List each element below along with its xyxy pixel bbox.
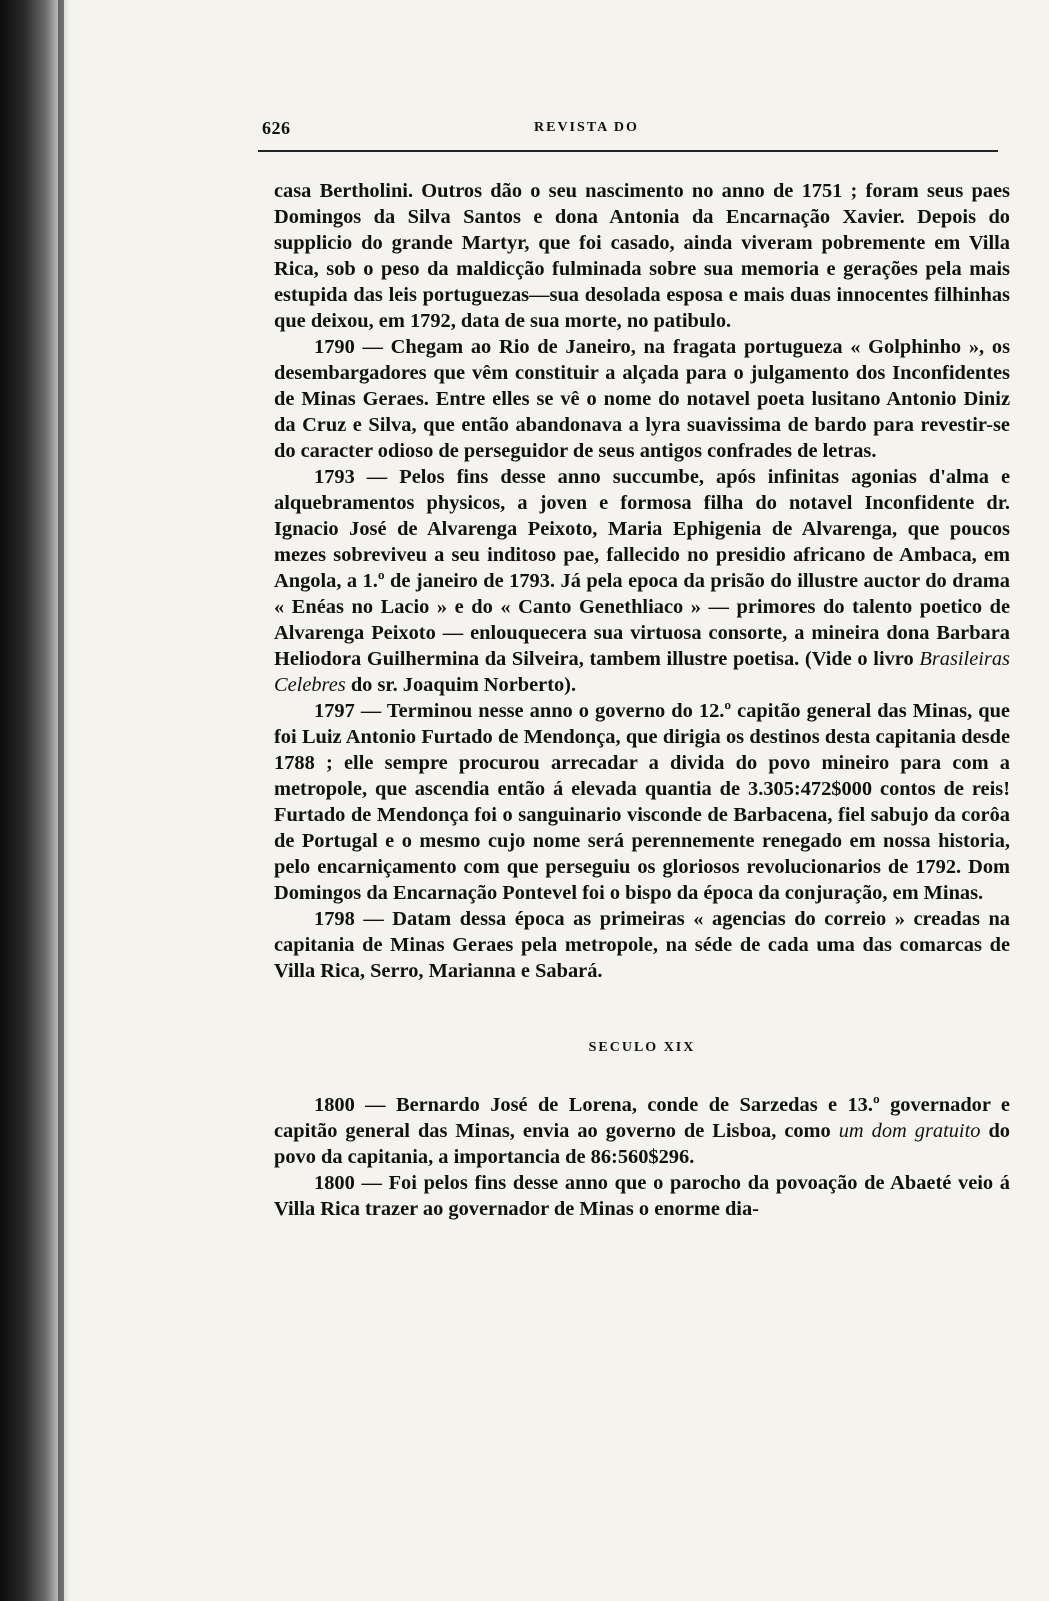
entry-text: — Bernardo José de Lorena, conde de Sarzedas e 13.º governador e capitão general das Minas, envia ao governo de Lisboa, como	[274, 1094, 1010, 1142]
entry-year: 1797	[314, 700, 355, 722]
book-page	[262, 118, 1010, 1222]
entry-year: 1793	[314, 466, 355, 488]
italic-phrase: um dom gratuito	[838, 1120, 981, 1142]
entry-1793	[274, 464, 1010, 698]
entry-1798	[274, 906, 1010, 984]
paragraph-continuation	[274, 178, 1010, 334]
entry-text: — Chegam ao Rio de Janeiro, na fragata portugueza « Golphinho », os desembargadores que vêm constituir a alçada para o julgamento dos Inconfidentes de Minas Geraes. Entre elles se vê o nome do notavel poeta lusitano Antonio Diniz da Cruz e Silva, que então abandonava a lyra suavissima de bardo para revestir-se do caracter odioso de perseguidor de seus antigos confrades de letras.	[274, 336, 1010, 462]
entry-1800-b	[274, 1170, 1010, 1222]
running-head	[262, 118, 1010, 144]
entry-year: 1800	[314, 1094, 355, 1116]
running-title: REVISTA DO	[534, 120, 639, 135]
entry-1800-a	[274, 1092, 1010, 1170]
entry-1797	[274, 698, 1010, 906]
header-rule	[258, 150, 998, 152]
entry-text: — Terminou nesse anno o governo do 12.º capitão general das Minas, que foi Luiz Antonio Furtado de Mendonça, que dirigia os destinos desta capitania desde 1788 ; elle sempre procurou arrecadar a divida do povo mineiro para com a metropole, que ascendia então á elevada quantia de 3.305:472$000 contos de reis! Furtado de Mendonça foi o sanguinario visconde de Barbacena, fiel sabujo da corôa de Portugal e o mesmo cujo nome será perennemente renegado em nossa historia, pelo encarniçamento com que perseguiu os gloriosos revolucionarios de 1792. Dom Domingos da Encarnação Pontevel foi o bispo da época da conjuração, em Minas.	[274, 700, 1010, 904]
entry-text: — Foi pelos fins desse anno que o parocho da povoação de Abaeté veio á Villa Rica trazer ao governador de Minas o enorme dia-	[274, 1172, 1010, 1220]
paragraph-text: casa Bertholini. Outros dão o seu nascimento no anno de 1751 ; foram seus paes Domingos da Silva Santos e dona Antonia da Encarnação Xavier. Depois do supplicio do grande Martyr, que foi casado, ainda viveram pobremente em Villa Rica, sob o peso da maldicção fulminada sobre sua memoria e gerações pela mais estupida das leis portuguezas—sua desolada esposa e mais duas innocentes filhinhas que deixou, em 1792, data de sua morte, no patibulo.	[274, 180, 1010, 332]
entry-year: 1800	[314, 1172, 355, 1194]
entry-text-end: do sr. Joaquim Norberto).	[345, 674, 577, 696]
book-title-italic: Brasileiras Celebres	[274, 648, 1010, 696]
binding-streak	[58, 0, 64, 1601]
entry-text: — Datam dessa época as primeiras « agencias do correio » creadas na capitania de Minas Geraes pela metropole, na séde de cada uma das comarcas de Villa Rica, Serro, Marianna e Sabará.	[274, 908, 1010, 982]
page-number: 626	[262, 118, 291, 138]
entry-year: 1798	[314, 908, 355, 930]
entry-text-end: do povo da capitania, a importancia de 86:560$296.	[274, 1120, 1010, 1168]
entry-text: — Pelos fins desse anno succumbe, após infinitas agonias d'alma e alquebramentos physicos, a joven e formosa filha do notavel Inconfidente dr. Ignacio José de Alvarenga Peixoto, Maria Ephigenia de Alvarenga, que poucos mezes sobreviveu a seu inditoso pae, fallecido no presidio africano de Ambaca, em Angola, a 1.º de janeiro de 1793. Já pela epoca da prisão do illustre auctor do drama « Enéas no Lacio » e do « Canto Genethliaco » — primores do talento poetico de Alvarenga Peixoto — enlouquecera sua virtuosa consorte, a mineira dona Barbara Heliodora Guilhermina da Silveira, tambem illustre poetisa. (Vide o livro	[274, 466, 1010, 670]
entry-1790	[274, 334, 1010, 464]
entry-year: 1790	[314, 336, 355, 358]
section-heading: SECULO XIX	[588, 1040, 696, 1055]
